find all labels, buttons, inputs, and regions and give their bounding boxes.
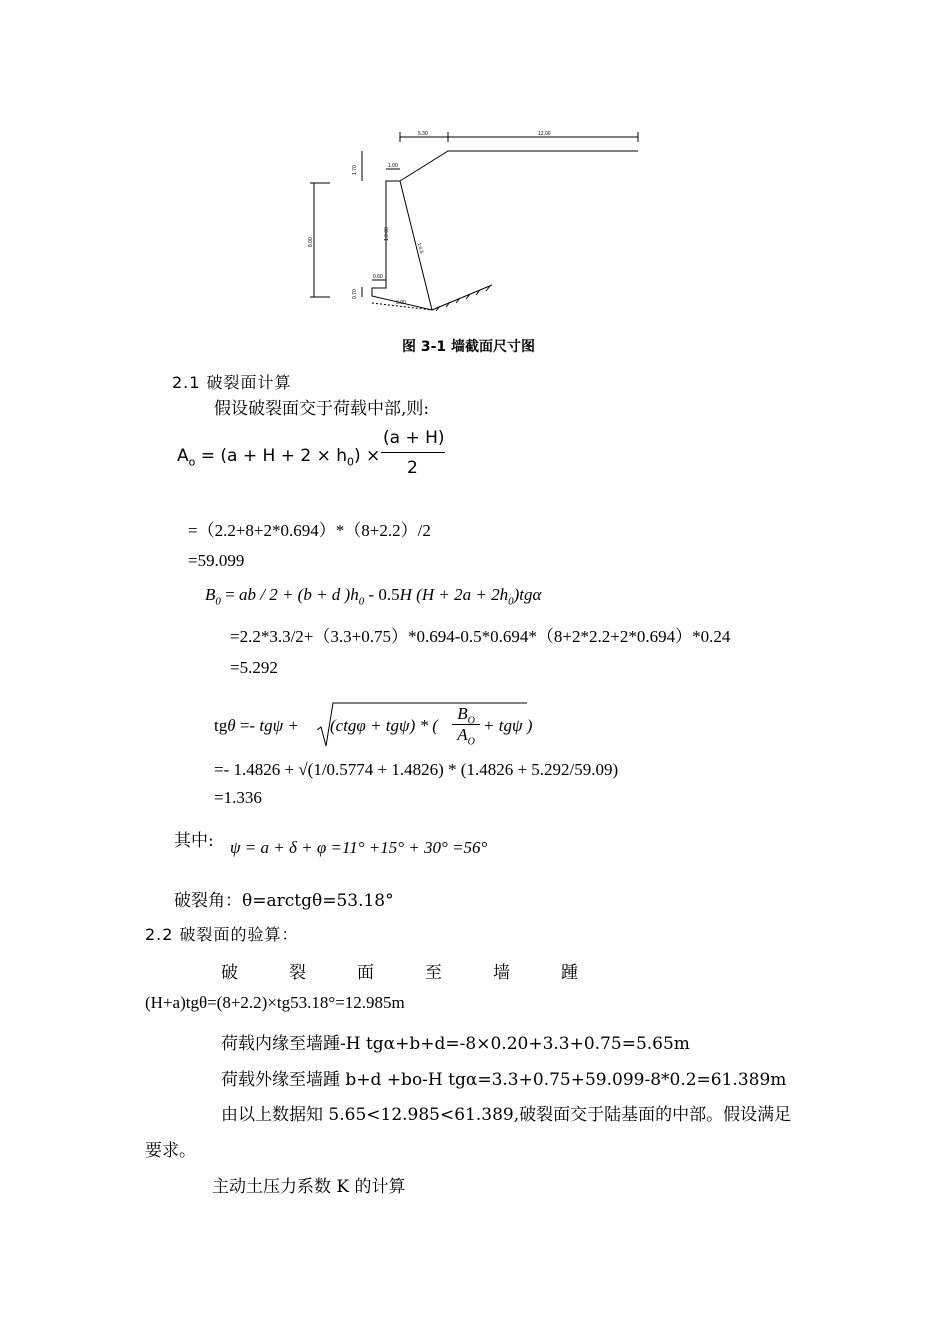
- check-line-a: (H+a)tgθ=(8+2.2)×tg53.18°=12.985m: [145, 993, 405, 1012]
- b0-step-2: =5.292: [230, 658, 278, 677]
- dim-base-left: 0.70: [352, 289, 358, 299]
- formula-tg-theta-radicand: (ctgφ + tgψ) * (: [330, 716, 438, 735]
- b0-step-1: =2.2*3.3/2+（3.3+0.75）*0.694-0.5*0.694*（8+2*2.2+2*0.694）*0.24: [230, 627, 731, 646]
- formula-tg-theta-tail: + tgψ ): [483, 716, 533, 735]
- section-heading-2-1: 2.1 破裂面计算: [172, 373, 292, 392]
- spread-word: 墙: [493, 963, 510, 983]
- tg-step-2: =- 1.4826 + √(1/0.5774 + 1.4826) * (1.4826 + 5.292/59.09): [214, 760, 619, 779]
- dim-left-top: 1.70: [352, 165, 358, 175]
- dim-slope-front: 1:0.00: [384, 227, 390, 241]
- fracture-angle: 破裂角：θ=arctgθ=53.18°: [174, 891, 394, 911]
- dim-top-right: 12.00: [538, 131, 551, 137]
- spread-word: 踵: [561, 963, 578, 983]
- psi-formula: ψ = a + δ + φ =11° +15° + 30° =56°: [230, 838, 488, 857]
- spread-word: 至: [425, 963, 442, 983]
- check-line-e: 主动土压力系数 K 的计算: [212, 1177, 406, 1197]
- a0-step-1: =（2.2+8+2*0.694）*（8+2.2）/2: [188, 521, 431, 540]
- check-line-d2: 要求。: [145, 1141, 196, 1161]
- formula-tg-theta: tgθ =- tgψ +: [214, 716, 299, 735]
- ground-surface-line: [400, 151, 638, 181]
- check-line-b: 荷载内缘至墙踵-H tgα+b+d=-8×0.20+3.3+0.75=5.65m: [221, 1034, 690, 1054]
- dim-base: 3.00: [396, 300, 406, 306]
- formula-bo-ao: $B_O$ $A_O$: [452, 704, 480, 748]
- spread-word: 裂: [289, 963, 306, 983]
- dim-crest: 1.00: [388, 163, 398, 169]
- spread-words: [221, 958, 629, 983]
- check-line-d1: 由以上数据知 5.65<12.985<61.389,破裂面交于陆基面的中部。假设满足: [221, 1105, 792, 1125]
- intro-text: 假设破裂面交于荷载中部,则:: [214, 399, 430, 419]
- a0-step-2: =59.099: [188, 551, 245, 570]
- psi-label: 其中:: [174, 831, 214, 851]
- formula-b0: $B_0$ = ab / 2 + (b + d )$h_0 - 0.5H$ $(H + 2a + 2h_0)tg\alpha$: [205, 585, 542, 608]
- spread-word: 面: [357, 963, 374, 983]
- dim-wall-height: 8.00: [308, 237, 314, 247]
- figure-caption: 图 3-1 墙截面尺寸图: [402, 339, 536, 355]
- wall-section-figure: [300, 125, 650, 315]
- dim-toe: 0.60: [373, 274, 383, 280]
- dim-slope-back: 1:0.5: [415, 242, 425, 255]
- spread-word: 破: [221, 963, 238, 983]
- check-line-c: 荷载外缘至墙踵 b+d +bo-H tgα=3.3+0.75+59.099-8*0.2=61.389m: [221, 1070, 787, 1090]
- dim-top-left: 5.30: [418, 131, 428, 137]
- tg-step-3: =1.336: [214, 788, 262, 807]
- section-heading-2-2: 2.2 破裂面的验算：: [145, 925, 299, 944]
